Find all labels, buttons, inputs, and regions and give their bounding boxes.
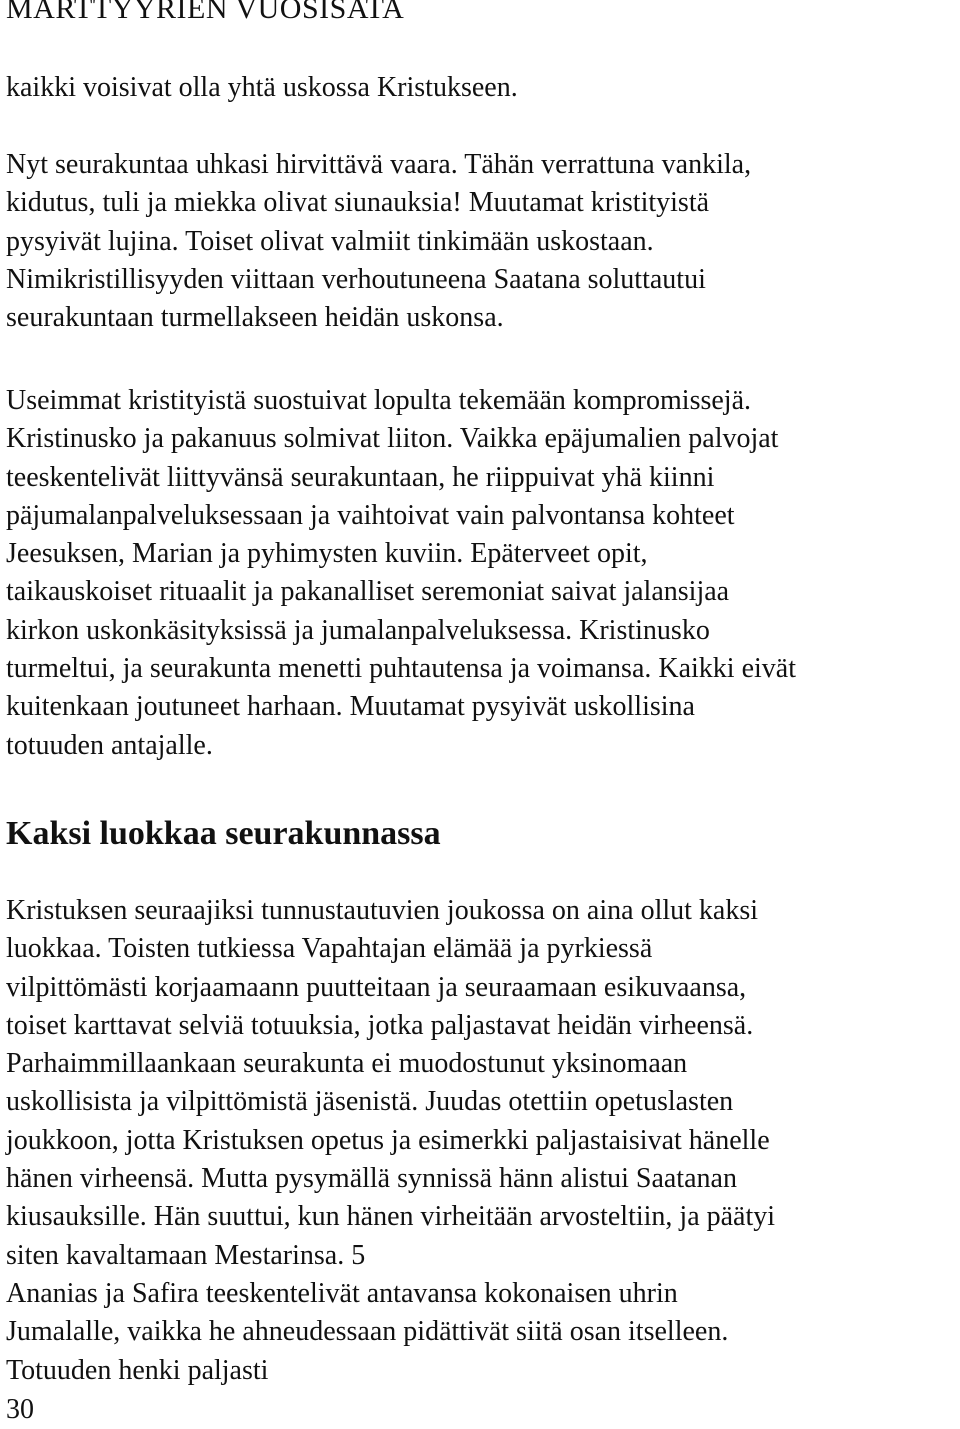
text-line: taikauskoiset rituaalit ja pakanalliset seremoniat saivat jalansijaa	[6, 576, 730, 608]
text-line: Kristuksen seuraajiksi tunnustautuvien joukossa on aina ollut kaksi	[6, 895, 759, 926]
text-line: kiusauksille. Hän suuttui, kun hänen virheitään arvosteltiin, ja päätyi	[6, 1201, 776, 1233]
text-line: päjumalanpalveluksessaan ja vaihtoivat vain palvontansa kohteet	[6, 499, 735, 531]
text-line: siten kavaltamaan Mestarinsa. 5	[6, 1239, 366, 1271]
text-line: Parhaimmillaankaan seurakunta ei muodostunut yksinomaan	[6, 1048, 688, 1080]
text-line: Nyt seurakuntaa uhkasi hirvittävä vaara. Tähän verrattuna vankila,	[6, 149, 752, 180]
paragraph-1	[6, 69, 958, 107]
text-line: seurakuntaan turmellakseen heidän uskonsa.	[6, 302, 504, 334]
text-line: turmeltui, ja seurakunta menetti puhtautensa ja voimansa. Kaikki eivät	[6, 653, 796, 685]
page-number: 30	[6, 1394, 34, 1425]
text-line: vilpittömästi korjaamaann puutteitaan ja seuraamaan esikuvaansa,	[6, 971, 747, 1003]
section-heading: Kaksi luokkaa seurakunnassa	[6, 815, 441, 852]
paragraph-2	[6, 146, 958, 337]
text-line: Totuuden henki paljasti	[6, 1354, 269, 1386]
text-line: Nimikristillisyyden viittaan verhoutuneena Saatana soluttautui	[6, 263, 706, 295]
running-header: MARTTYYRIEN VUOSISATA	[6, 0, 405, 25]
text-line: Jumalalle, vaikka he ahneudessaan pidättivät siitä osan itselleen.	[6, 1316, 729, 1348]
text-line: uskollisista ja vilpittömistä jäsenistä. Juudas otettiin opetuslasten	[6, 1086, 734, 1118]
text-line: totuuden antajalle.	[6, 729, 213, 761]
text-line: luokkaa. Toisten tutkiessa Vapahtajan elämää ja pyrkiessä	[6, 933, 653, 965]
text-line: joukkoon, jotta Kristuksen opetus ja esimerkki paljastaisivat hänelle	[6, 1124, 770, 1156]
text-line: kirkon uskonkäsityksissä ja jumalanpalveluksessa. Kristinusko	[6, 614, 710, 646]
text-line: kidutus, tuli ja miekka olivat siunauksia! Muutamat kristityistä	[6, 187, 710, 219]
text-line: Ananias ja Safira teeskentelivät antavansa kokonaisen uhrin	[6, 1277, 678, 1309]
text-line: Jeesuksen, Marian ja pyhimysten kuviin. Epäterveet opit,	[6, 538, 648, 570]
paragraph-4	[6, 892, 958, 1390]
text-line: toiset karttavat selviä totuuksia, jotka paljastavat heidän virheensä.	[6, 1009, 754, 1041]
text-line: Kristinusko ja pakanuus solmivat liiton. Vaikka epäjumalien palvojat	[6, 423, 779, 455]
text-line: kuitenkaan joutuneet harhaan. Muutamat pysyivät uskollisina	[6, 691, 695, 723]
text-line: teeskentelivät liittyvänsä seurakuntaan, he riippuivat yhä kiinni	[6, 461, 715, 493]
text-line: kaikki voisivat olla yhtä uskossa Kristukseen.	[6, 72, 518, 103]
text-line: hänen virheensä. Mutta pysymällä synnissä hänn alistui Saatanan	[6, 1163, 737, 1195]
paragraph-3	[6, 382, 958, 765]
text-line: pysyivät lujina. Toiset olivat valmiit tinkimään uskostaan.	[6, 225, 654, 257]
text-line: Useimmat kristityistä suostuivat lopulta tekemään kompromissejä.	[6, 385, 751, 416]
